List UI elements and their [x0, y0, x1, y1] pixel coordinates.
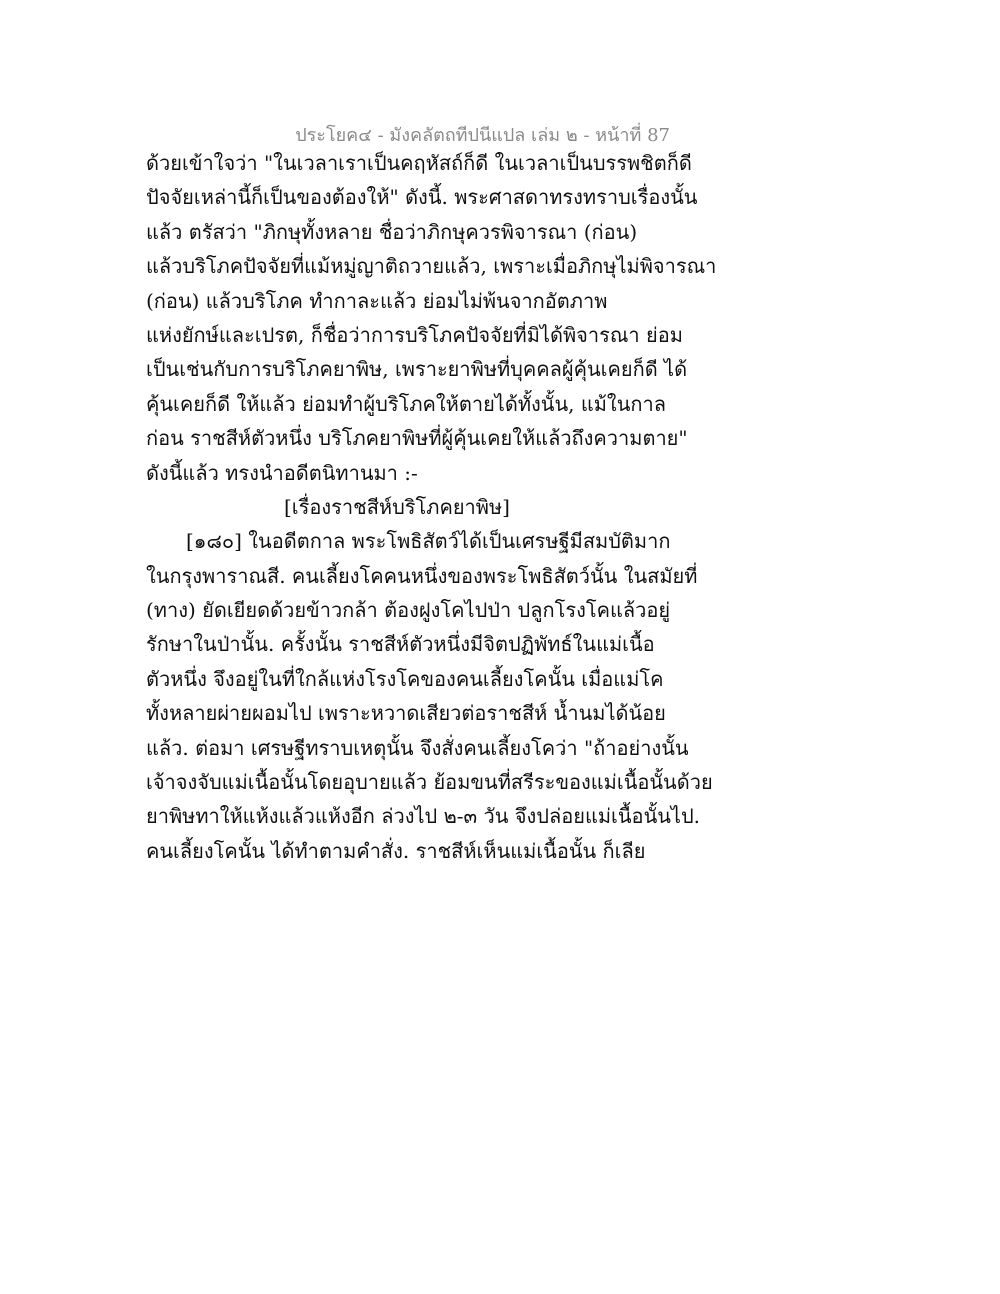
text-line: รักษาในป่านั้น. ครั้งนั้น ราชสีห์ตัวหนึ่งมีจิตปฏิพัทธ์ในแม่เนื้อ [146, 632, 655, 657]
section-heading: [เรื่องราชสีห์บริโภคยาพิษ] [284, 494, 510, 519]
text-line: ด้วยเข้าใจว่า "ในเวลาเราเป็นคฤหัสถ์ก็ดี ในเวลาเป็นบรรพชิตก็ดี [146, 151, 692, 175]
paragraph-first-line: [๑๘๐] ในอดีตกาล พระโพธิสัตว์ได้เป็นเศรษฐีมีสมบัติมาก [186, 529, 671, 554]
text-line: (ทาง) ยัดเยียดด้วยข้าวกล้า ต้องฝูงโคไปป่า ปลูกโรงโคแล้วอยู่ [146, 598, 671, 623]
text-line: แล้วบริโภคปัจจัยที่แม้หมู่ญาติถวายแล้ว, เพราะเมื่อภิกษุไม่พิจารณา [146, 254, 717, 279]
text-line: เป็นเช่นกับการบริโภคยาพิษ, เพราะยาพิษที่บุคคลผู้คุ้นเคยก็ดี ได้ [146, 357, 688, 382]
text-line: เจ้าจงจับแม่เนื้อนั้นโดยอุบายแล้ว ย้อมขนที่สรีระของแม่เนื้อนั้นด้วย [146, 770, 713, 795]
text-line: ปัจจัยเหล่านี้ก็เป็นของต้องให้" ดังนี้. พระศาสดาทรงทราบเรื่องนั้น [146, 185, 698, 210]
text-line: ก่อน ราชสีห์ตัวหนึ่ง บริโภคยาพิษที่ผู้คุ้นเคยให้แล้วถึงความตาย" [146, 426, 688, 451]
text-line: แห่งยักษ์และเปรต, ก็ชื่อว่าการบริโภคปัจจัยที่มิได้พิจารณา ย่อม [146, 322, 683, 347]
text-line: ทั้งหลายผ่ายผอมไป เพราะหวาดเสียวต่อราชสีห์ น้ำนมได้น้อย [146, 701, 666, 726]
running-header: ประโยค๔ - มังคลัตถทีปนีแปล เล่ม ๒ - หน้าที่ 87 [295, 125, 670, 146]
text-line: (ก่อน) แล้วบริโภค ทำกาละแล้ว ย่อมไม่พ้นจากอัตภาพ [146, 288, 608, 313]
text-line: ตัวหนึ่ง จึงอยู่ในที่ใกล้แห่งโรงโคของคนเลี้ยงโคนั้น เมื่อแม่โค [146, 666, 664, 691]
text-line: ยาพิษทาให้แห้งแล้วแห้งอีก ล่วงไป ๒-๓ วัน จึงปล่อยแม่เนื้อนั้นไป. [146, 804, 701, 829]
text-line: แล้ว. ต่อมา เศรษฐีทราบเหตุนั้น จึงสั่งคนเลี้ยงโคว่า "ถ้าอย่างนั้น [146, 735, 689, 760]
text-line: คนเลี้ยงโคนั้น ได้ทำตามคำสั่ง. ราชสีห์เห็นแม่เนื้อนั้น ก็เลีย [146, 838, 646, 863]
text-line: ดังนี้แล้ว ทรงนำอดีตนิทานมา :- [146, 460, 418, 485]
text-line: คุ้นเคยก็ดี ให้แล้ว ย่อมทำผู้บริโภคให้ตายได้ทั้งนั้น, แม้ในกาล [146, 391, 666, 416]
page-body [146, 146, 717, 868]
text-line: ในกรุงพาราณสี. คนเลี้ยงโคคนหนึ่งของพระโพธิสัตว์นั้น ในสมัยที่ [146, 563, 698, 588]
text-line: แล้ว ตรัสว่า "ภิกษุทั้งหลาย ชื่อว่าภิกษุควรพิจารณา (ก่อน) [146, 219, 638, 244]
